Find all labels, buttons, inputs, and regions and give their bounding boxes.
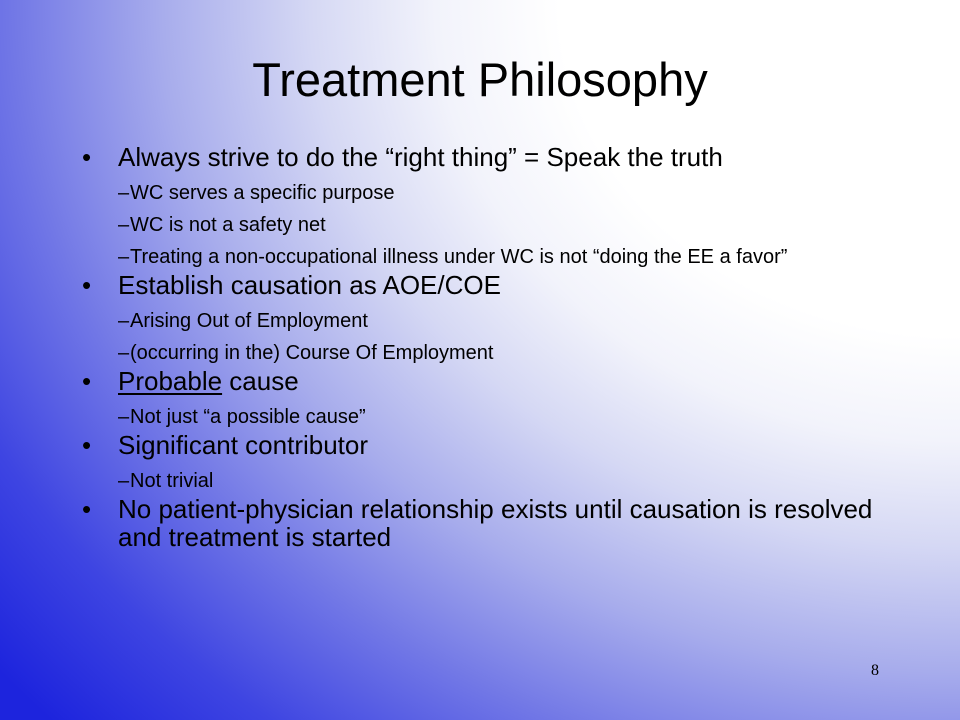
sub-bullet-text: Treating a non-occupational illness under WC is not “doing the EE a favor” xyxy=(130,246,788,268)
bullet-text: cause xyxy=(222,366,299,396)
slide-title: Treatment Philosophy xyxy=(252,53,708,106)
dash-marker: – xyxy=(118,182,130,204)
sub-bullet xyxy=(78,247,878,267)
sub-bullet-text: WC is not a safety net xyxy=(130,214,326,236)
bullet-marker: • xyxy=(82,270,92,300)
bullet-item xyxy=(78,143,878,267)
sub-bullet xyxy=(78,311,878,331)
dash-marker: – xyxy=(118,246,130,268)
dash-marker: – xyxy=(118,310,130,332)
bullet-text: No patient-physician relationship exists until causation is resolved and treatment is started xyxy=(118,494,873,552)
sub-bullet-text: (occurring in the) Course Of Employment xyxy=(130,342,494,364)
sub-bullet xyxy=(78,215,878,235)
sub-bullet-text: Arising Out of Employment xyxy=(130,310,368,332)
bullet-item xyxy=(78,431,878,491)
bullet-item xyxy=(78,271,878,363)
bullet-marker: • xyxy=(82,494,92,524)
sub-bullet xyxy=(78,343,878,363)
bullet-text-underlined: Probable xyxy=(118,366,223,396)
bullet-list xyxy=(78,143,878,551)
page-number: 8 xyxy=(871,662,879,679)
bullet-marker: • xyxy=(82,430,92,460)
sub-bullet-text: WC serves a specific purpose xyxy=(130,182,395,204)
sub-bullet xyxy=(78,407,878,427)
bullet-text: Establish causation as AOE/COE xyxy=(118,270,501,300)
sub-bullet xyxy=(78,471,878,491)
bullet-item xyxy=(78,367,878,427)
bullet-marker: • xyxy=(82,366,92,396)
dash-marker: – xyxy=(118,470,130,492)
sub-bullet-text: Not trivial xyxy=(130,470,214,492)
bullet-marker: • xyxy=(82,142,92,172)
bullet-item xyxy=(78,495,878,551)
dash-marker: – xyxy=(118,214,130,236)
sub-bullet-text: Not just “a possible cause” xyxy=(130,406,366,428)
sub-bullet xyxy=(78,183,878,203)
bullet-text: Always strive to do the “right thing” = Speak the truth xyxy=(118,142,723,172)
dash-marker: – xyxy=(118,406,130,428)
dash-marker: – xyxy=(118,342,130,364)
bullet-text: Significant contributor xyxy=(118,430,369,460)
